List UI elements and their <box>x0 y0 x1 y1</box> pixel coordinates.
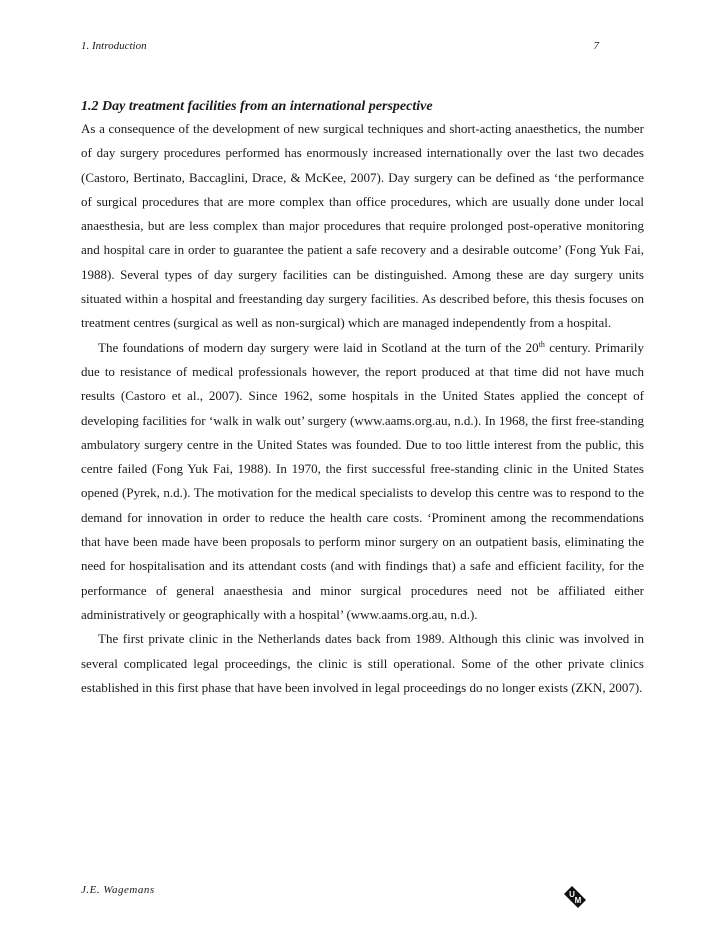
paragraph-2-text-start: The foundations of modern day surgery were laid in Scotland at the turn of the 20 <box>98 339 539 355</box>
paragraph-1: As a consequence of the development of new surgical techniques and short-acting anaesthetics, the number of day surgery procedures performed has enormously increased internationally over the last two decades (Castoro, Bertinato, Baccaglini, Drace, & McKee, 2007). Day surgery can be defined as ‘the performance of surgical procedures that are more complex than office procedures, which are usually done under local anaesthesia, but are less complex than major procedures that require prolonged post-operative monitoring and hospital care in order to guarantee the patient a safe recovery and a desirable outcome’ (Fong Yuk Fai, 1988). Several types of day surgery facilities can be distinguished. Among these are day surgery units situated within a hospital and freestanding day surgery facilities. As described before, this thesis focuses on treatment centres (surgical as well as non-surgical) which are managed independently from a hospital. <box>81 121 644 331</box>
superscript-th: th <box>538 339 545 349</box>
paragraph-2-text-end: century. Primarily due to resistance of medical professionals however, the report produced at that time did not have much results (Castoro et al., 2007). Since 1962, some hospitals in the United States applied the concept of developing facilities for ‘walk in walk out’ surgery (www.aams.org.au, n.d.). In 1968, the first free-standing ambulatory surgery centre in the United States was founded. Due to too little interest from the public, this centre failed (Fong Yuk Fai, 1988). In 1970, the first successful free-standing clinic in the United States opened (Pyrek, n.d.). The motivation for the medical specialists to develop this centre was to respond to the demand for innovation in order to reduce the health care costs. ‘Prominent among the recommendations that have been made have been proposals to perform minor surgery on an outpatient basis, eliminating the need for hospitalisation and its attendant costs (and with findings that) a safe and efficient facility, for the performance of general anaesthesia and minor surgical procedures need not be affiliated either administratively or geographically with a hospital’ (www.aams.org.au, n.d.). <box>81 339 644 622</box>
paragraph-3: The first private clinic in the Netherlands dates back from 1989. Although this clinic was involved in several complicated legal proceedings, the clinic is still operational. Some of the other private clinics established in this first phase that have been involved in legal proceedings do no longer exists (ZKN, 2007). <box>81 631 644 695</box>
page-number: 7 <box>593 40 599 52</box>
university-logo-icon <box>563 884 587 908</box>
section-heading: 1.2 Day treatment facilities from an international perspective <box>81 99 433 114</box>
page-header <box>81 40 642 56</box>
chapter-title: 1. Introduction <box>81 40 147 52</box>
logo-letter-m: M <box>574 896 582 905</box>
footer-author: J.E. Wagemans <box>81 884 155 896</box>
page-body <box>81 97 644 700</box>
paragraph-2 <box>81 336 644 628</box>
logo-letter-u: U <box>569 890 575 899</box>
